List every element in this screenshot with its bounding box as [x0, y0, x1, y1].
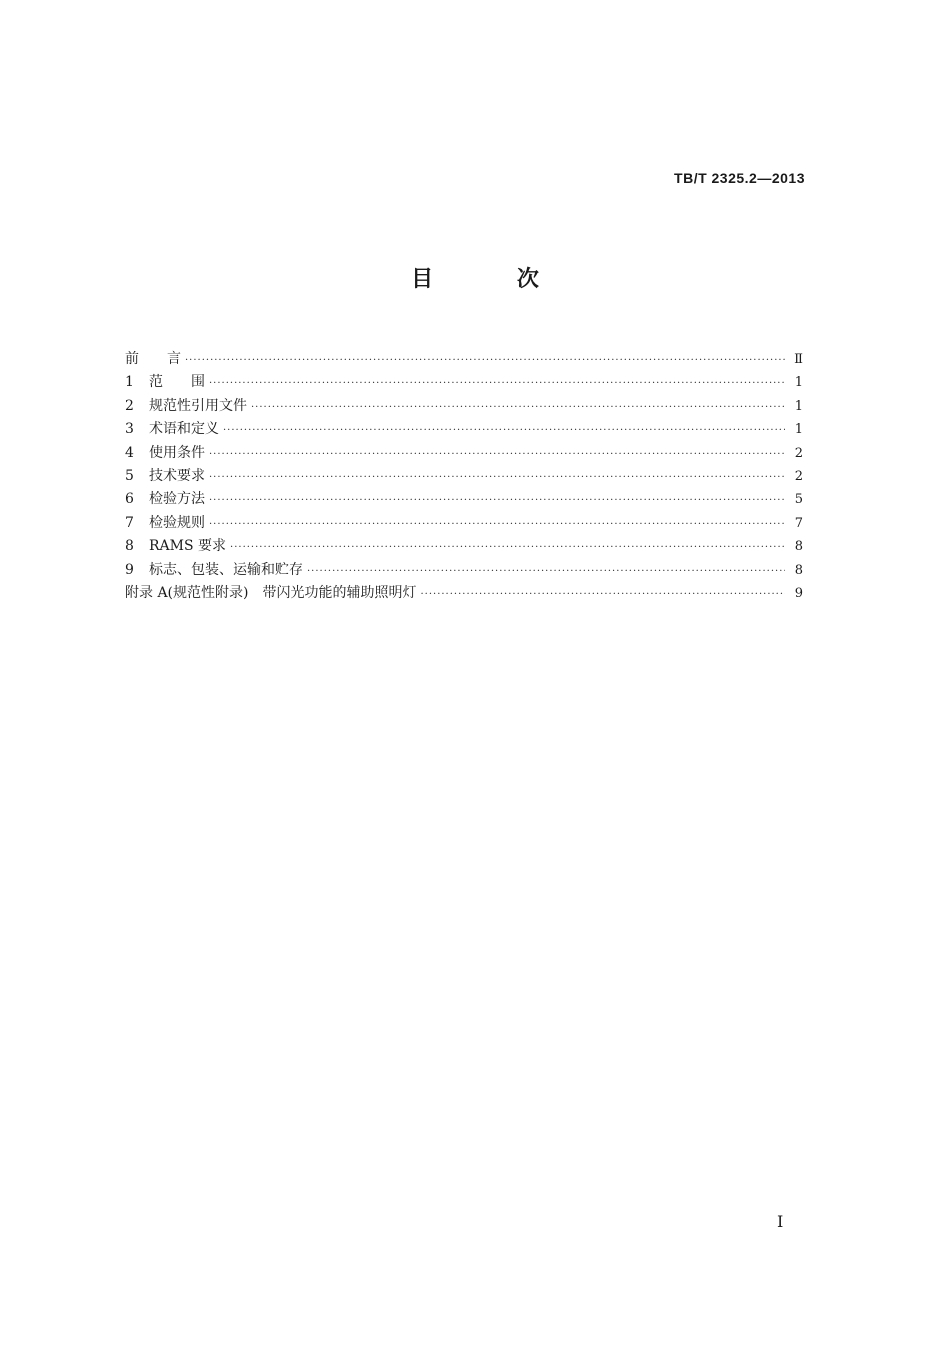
toc-entry-number: 9 [125, 561, 134, 578]
toc-leader-dots [223, 419, 785, 442]
toc-entry-number: 6 [125, 491, 134, 508]
toc-entry-number: 4 [125, 444, 134, 461]
toc-entry-annex-a[interactable] [125, 582, 803, 605]
page-number: I [777, 1212, 784, 1231]
toc-entry-label: 检验方法 [149, 491, 205, 508]
toc-entry-label: 技术要求 [149, 467, 205, 484]
toc-entry-marking-packaging[interactable] [125, 559, 803, 582]
toc-entry-number: 7 [125, 514, 134, 531]
toc-entry-rams[interactable] [125, 535, 803, 558]
toc-title: 目 次 [411, 266, 577, 292]
toc-entry-inspection-rules[interactable] [125, 512, 803, 535]
toc-entry-label: RAMS 要求 [149, 538, 227, 555]
toc-entry-label: 范 围 [149, 374, 205, 391]
toc-entry-test-methods[interactable] [125, 488, 803, 511]
toc-entry-technical-requirements[interactable] [125, 465, 803, 488]
standard-code: TB/T 2325.2—2013 [674, 170, 805, 186]
toc-entry-foreword[interactable] [125, 348, 803, 371]
toc-entry-page: 2 [794, 445, 803, 461]
toc-entry-label: 规范性引用文件 [149, 397, 247, 414]
toc-entry-terms-definitions[interactable] [125, 418, 803, 441]
toc-entry-number: 5 [125, 467, 134, 484]
toc-entry-page: 1 [794, 422, 803, 438]
toc-entry-normative-references[interactable] [125, 395, 803, 418]
toc-leader-dots [230, 536, 785, 559]
toc-leader-dots [209, 513, 785, 536]
toc-entry-number: 1 [125, 374, 134, 391]
toc-leader-dots [209, 372, 785, 395]
toc-entry-number: 3 [125, 421, 134, 438]
toc-leader-dots [307, 560, 785, 583]
toc-leader-dots [209, 443, 785, 466]
toc-entry-number: 8 [125, 538, 134, 555]
toc-entry-label: 检验规则 [149, 514, 205, 531]
toc-leader-dots [209, 489, 785, 512]
toc-leader-dots [185, 349, 785, 372]
toc-entry-page: 9 [794, 585, 803, 601]
toc-leader-dots [209, 466, 785, 489]
table-of-contents [125, 348, 803, 605]
toc-leader-dots [251, 396, 785, 419]
toc-entry-page: 8 [794, 562, 803, 578]
toc-entry-label: 标志、包装、运输和贮存 [149, 561, 303, 578]
toc-entry-number: 2 [125, 397, 134, 414]
toc-entry-page: Ⅱ [794, 352, 803, 367]
toc-leader-dots [420, 583, 785, 606]
toc-entry-page: 5 [794, 492, 803, 508]
toc-entry-label: 前 言 [125, 351, 181, 367]
toc-entry-page: 2 [794, 468, 803, 484]
toc-entry-label: 术语和定义 [149, 421, 219, 438]
toc-entry-page: 1 [794, 375, 803, 391]
toc-entry-page: 7 [794, 515, 803, 531]
toc-entry-scope[interactable] [125, 371, 803, 394]
toc-entry-conditions-of-use[interactable] [125, 442, 803, 465]
toc-entry-label: 使用条件 [149, 444, 205, 461]
toc-entry-page: 1 [794, 398, 803, 414]
toc-entry-page: 8 [794, 539, 803, 555]
toc-entry-label: 附录 A(规范性附录) 带闪光功能的辅助照明灯 [125, 584, 417, 601]
